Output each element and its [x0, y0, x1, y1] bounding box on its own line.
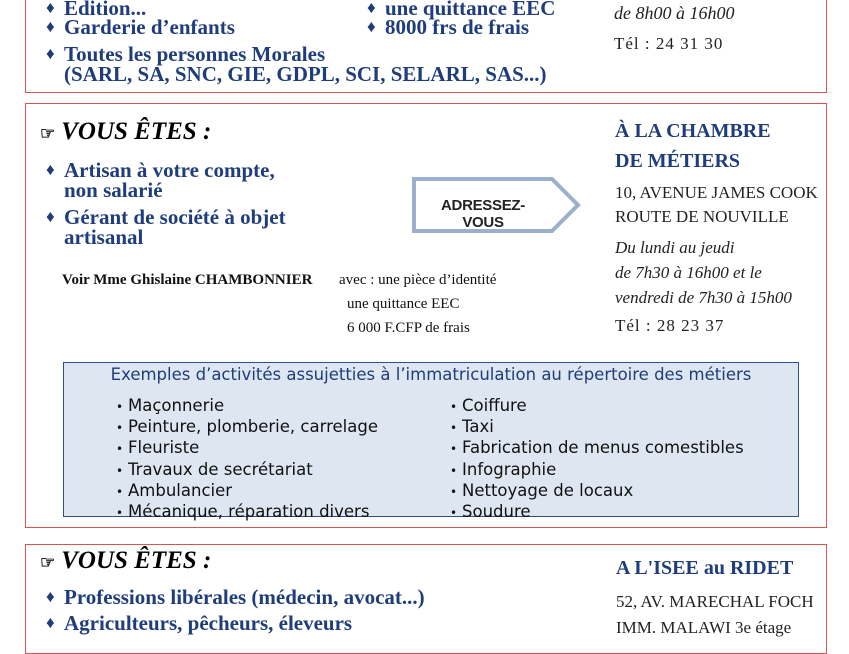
panel-artisans — [25, 103, 827, 528]
list-item: ♦ Toutes les personnes Morales — [46, 42, 326, 66]
panel-liberales — [25, 544, 827, 654]
list-item: • Nettoyage de locaux — [450, 481, 744, 502]
examples-title: Exemples d’activités assujetties à l’immatriculation au répertoire des métiers — [110, 365, 752, 384]
list-item: ♦ Edition... — [46, 0, 147, 20]
office-hours: vendredi de 7h30 à 15h00 — [615, 288, 792, 307]
examples-left-column — [116, 396, 378, 523]
office-title: A L'ISEE au RIDET — [616, 557, 794, 579]
bullet-icon: • — [450, 484, 458, 499]
list-item-continuation: artisanal — [64, 225, 144, 249]
list-item: • Maçonnerie — [116, 396, 378, 417]
list-item: ♦ 8000 frs de frais — [367, 15, 530, 39]
pointing-hand-icon: ☞ — [40, 124, 56, 143]
office-title: DE MÉTIERS — [615, 150, 741, 172]
adressez-vous-label: ADRESSEZ-VOUS — [441, 197, 525, 231]
office-address: ROUTE DE NOUVILLE — [615, 207, 789, 226]
phone-number: Tél : 24 31 30 — [614, 34, 724, 53]
section-heading: ☞ VOUS ÊTES : — [40, 118, 212, 145]
diamond-bullet-icon: ♦ — [46, 587, 55, 606]
list-item: • Fleuriste — [116, 438, 378, 459]
bullet-icon: • — [450, 421, 458, 436]
bullet-icon: • — [116, 442, 124, 457]
list-item-continuation: non salarié — [64, 178, 163, 202]
office-address: 52, AV. MARECHAL FOCH — [616, 592, 814, 611]
bullet-icon: • — [116, 463, 124, 478]
diamond-bullet-icon: ♦ — [46, 0, 55, 17]
list-item: • Soudure — [450, 502, 744, 523]
list-item: • Ambulancier — [116, 481, 378, 502]
list-item: ♦ Professions libérales (médecin, avocat...) — [46, 585, 425, 609]
list-item: • Infographie — [450, 460, 744, 481]
bullet-icon: • — [450, 400, 458, 414]
diamond-bullet-icon: ♦ — [367, 17, 376, 36]
bullet-icon: • — [116, 421, 124, 436]
phone-number: Tél : 28 23 37 — [615, 316, 725, 335]
examples-box — [63, 362, 799, 522]
section-heading: ☞ VOUS ÊTES : — [40, 547, 212, 574]
examples-right-column — [450, 396, 744, 523]
bullet-icon: • — [450, 463, 458, 478]
contact-requirement: avec : une pièce d’identité — [339, 272, 497, 288]
bullet-icon: • — [450, 442, 458, 457]
office-hours: Du lundi au jeudi — [615, 238, 735, 257]
office-hours: de 7h30 à 16h00 et le — [615, 263, 762, 282]
list-item: • Taxi — [450, 417, 744, 438]
panel-morales — [25, 0, 827, 93]
list-item-continuation: (SARL, SA, SNC, GIE, GDPL, SCI, SELARL, SAS...) — [64, 62, 547, 86]
list-item: ♦ Agriculteurs, pêcheurs, éleveurs — [46, 611, 353, 635]
bullet-icon: • — [450, 506, 458, 521]
list-item: ♦ Artisan à votre compte, — [46, 158, 275, 182]
list-item: • Coiffure — [450, 396, 744, 417]
diamond-bullet-icon: ♦ — [46, 207, 55, 226]
diamond-bullet-icon: ♦ — [367, 0, 376, 17]
list-item: • Fabrication de menus comestibles — [450, 438, 744, 459]
contact-requirement: 6 000 F.CFP de frais — [347, 320, 470, 336]
office-address: 10, AVENUE JAMES COOK — [615, 183, 818, 202]
office-title: À LA CHAMBRE — [615, 120, 771, 142]
list-item: • Peinture, plomberie, carrelage — [116, 417, 378, 438]
contact-requirement: une quittance EEC — [347, 296, 460, 312]
list-item: ♦ Gérant de société à objet — [46, 205, 286, 229]
diamond-bullet-icon: ♦ — [46, 17, 55, 36]
list-item: ♦ une quittance EEC — [367, 0, 556, 20]
bullet-icon: • — [116, 506, 124, 521]
list-item: ♦ Garderie d’enfants — [46, 15, 235, 39]
bullet-icon: • — [116, 484, 124, 499]
pointing-hand-icon: ☞ — [40, 553, 56, 572]
bullet-icon: • — [116, 400, 124, 414]
list-item: • Mécanique, réparation divers — [116, 502, 378, 523]
office-hours: de 8h00 à 16h00 — [614, 3, 735, 23]
list-item: • Travaux de secrétariat — [116, 460, 378, 481]
diamond-bullet-icon: ♦ — [46, 160, 55, 179]
diamond-bullet-icon: ♦ — [46, 613, 55, 632]
office-address: IMM. MALAWI 3e étage — [616, 618, 792, 637]
contact-name: Voir Mme Ghislaine CHAMBONNIER — [62, 272, 313, 288]
diamond-bullet-icon: ♦ — [46, 44, 55, 63]
